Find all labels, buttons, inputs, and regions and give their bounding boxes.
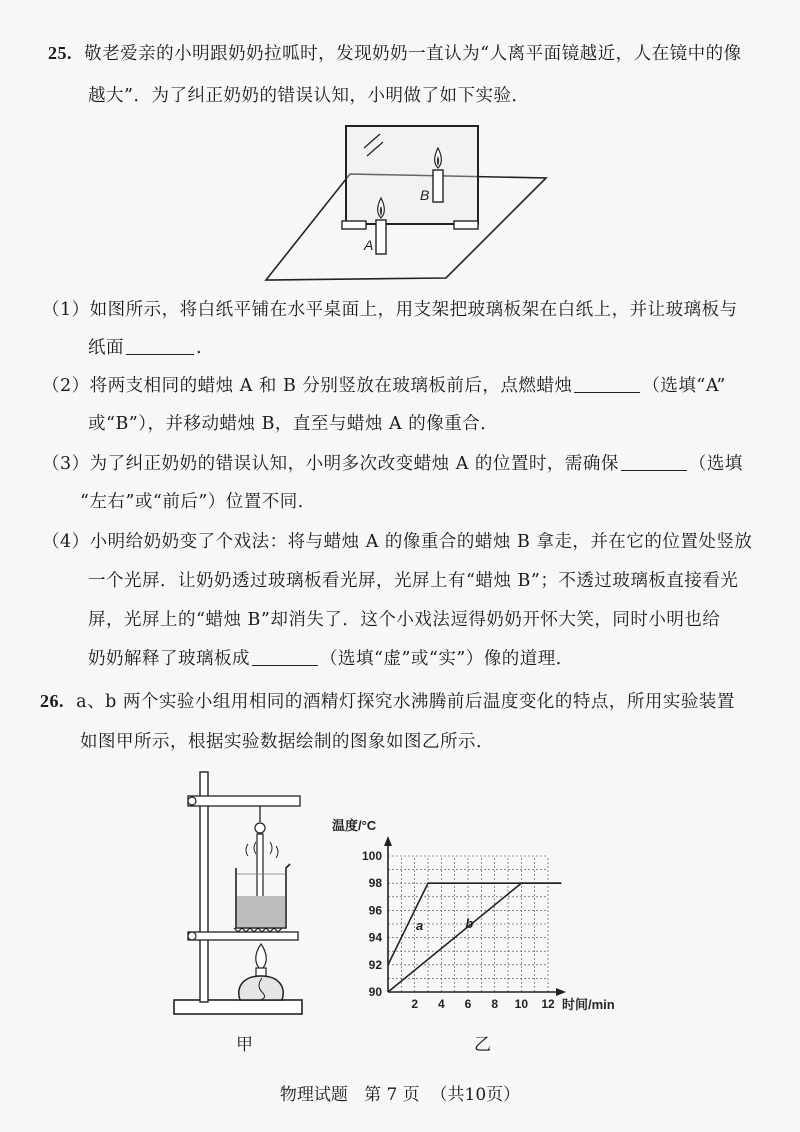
q25-intro-text1: 敬老爱亲的小明跟奶奶拉呱时，发现奶奶一直认为“人离平面镜越近，人在镜中的像 (84, 44, 742, 64)
q25-intro-line2: 越大”．为了纠正奶奶的错误认知，小明做了如下实验． (88, 86, 530, 106)
y-tick-label: 98 (368, 876, 382, 891)
chart-ticks (362, 849, 555, 1011)
y-tick-label: 94 (368, 930, 382, 945)
chart-xlabel: 时间/min (562, 997, 615, 1012)
candle-a-icon (376, 198, 386, 254)
boiling-apparatus-figure (170, 768, 320, 1028)
ring-clamp (188, 932, 298, 940)
figure-yi-label: 乙 (474, 1035, 491, 1055)
q25-part1-line2 (88, 334, 202, 359)
q25-part4-line1 (42, 528, 752, 553)
x-tick-label: 10 (514, 997, 529, 1011)
temperature-time-chart (330, 810, 630, 1025)
candle-b-label: B (420, 187, 430, 203)
q25-part4-line2: 一个光屏．让奶奶透过玻璃板看光屏，光屏上有“蜡烛 B”；不透过玻璃板直接看光 (88, 571, 739, 591)
series-label-a: a (416, 917, 424, 933)
q25-part4-number: （4） (42, 532, 90, 552)
x-axis-arrow (556, 988, 566, 996)
footer-subject: 物理试题 (279, 1085, 348, 1105)
q25-number: 25. (48, 43, 72, 63)
q25-part2-line1 (42, 372, 726, 397)
q25-part1-text1: 如图所示，将白纸平铺在水平桌面上，用支架把玻璃板架在白纸上，并让玻璃板与 (89, 300, 738, 320)
q26-line1 (40, 688, 735, 713)
candle-a-label: A (364, 237, 374, 253)
mirror-experiment-figure (262, 118, 552, 288)
q25-part3-text1b: （选填 (688, 454, 743, 474)
q25-part1-text2: 纸面 (88, 338, 124, 358)
q25-part4-text1: 小明给奶奶变了个戏法：将与蜡烛 A 的像重合的蜡烛 B 拿走，并在它的位置处竖放 (89, 532, 753, 552)
q25-part3-line1 (42, 450, 743, 475)
q25-part2-number: （2） (42, 376, 90, 396)
stand-base (174, 1000, 302, 1014)
q25-part4-line4 (88, 645, 574, 670)
figure-jia-label: 甲 (236, 1035, 253, 1055)
answer-blank-4[interactable] (252, 664, 318, 666)
glass-plate (346, 126, 478, 224)
q25-part4-line3: 屏，光屏上的“蜡烛 B”却消失了．这个小戏法逗得奶奶开怀大笑，同时小明也给 (88, 610, 721, 630)
candle-b-icon (433, 148, 443, 202)
y-tick-label: 100 (361, 849, 382, 863)
q25-part4-text4a: 奶奶解释了玻璃板成 (88, 649, 250, 669)
x-tick-label: 2 (411, 997, 419, 1011)
q25-part2-text1b: （选填“A” (642, 376, 726, 396)
y-tick-label: 90 (368, 985, 382, 999)
x-tick-label: 8 (491, 997, 499, 1011)
y-tick-label: 92 (368, 957, 382, 972)
q25-part2-line2: 或“B”），并移动蜡烛 B，直至与蜡烛 A 的像重合． (88, 414, 499, 434)
series-label-b: b (465, 916, 474, 932)
y-tick-label: 96 (368, 903, 382, 918)
x-tick-label: 12 (541, 997, 555, 1011)
page-footer (0, 1080, 800, 1105)
q26-number: 26. (40, 691, 64, 711)
chart-ylabel: 温度/°C (332, 818, 377, 833)
q25-part3-line2: “左右”或“前后”）位置不同． (80, 492, 316, 512)
q25-part4-text4b: （选填“虚”或“实”）像的道理． (320, 649, 574, 669)
answer-blank-3[interactable] (621, 469, 687, 471)
q25-part3-text1a: 为了纠正奶奶的错误认知，小明多次改变蜡烛 A 的位置时，需确保 (89, 454, 619, 474)
top-clamp (188, 796, 300, 806)
x-tick-label: 4 (437, 997, 445, 1011)
q25-part1-line1 (42, 296, 738, 321)
flame-icon (256, 944, 267, 970)
q25-part1-end: . (196, 338, 203, 358)
q25-part3-number: （3） (42, 454, 90, 474)
footer-page: 第 7 页 (364, 1085, 420, 1105)
q25-intro-line1 (48, 40, 742, 65)
q26-text1: a、b 两个实验小组用相同的酒精灯探究水沸腾前后温度变化的特点，所用实验装置 (76, 692, 735, 712)
footer-total: （共10页） (430, 1085, 521, 1105)
answer-blank-2[interactable] (574, 391, 640, 393)
y-axis-arrow (384, 836, 392, 846)
q26-line2: 如图甲所示，根据实验数据绘制的图象如图乙所示． (80, 732, 494, 752)
left-support-stand (342, 221, 366, 229)
q25-part2-text1a: 将两支相同的蜡烛 A 和 B 分别竖放在玻璃板前后，点燃蜡烛 (89, 376, 573, 396)
right-support-stand (454, 221, 478, 229)
answer-blank-1[interactable] (126, 353, 194, 355)
q25-part1-number: （1） (42, 300, 90, 320)
x-tick-label: 6 (464, 997, 472, 1011)
